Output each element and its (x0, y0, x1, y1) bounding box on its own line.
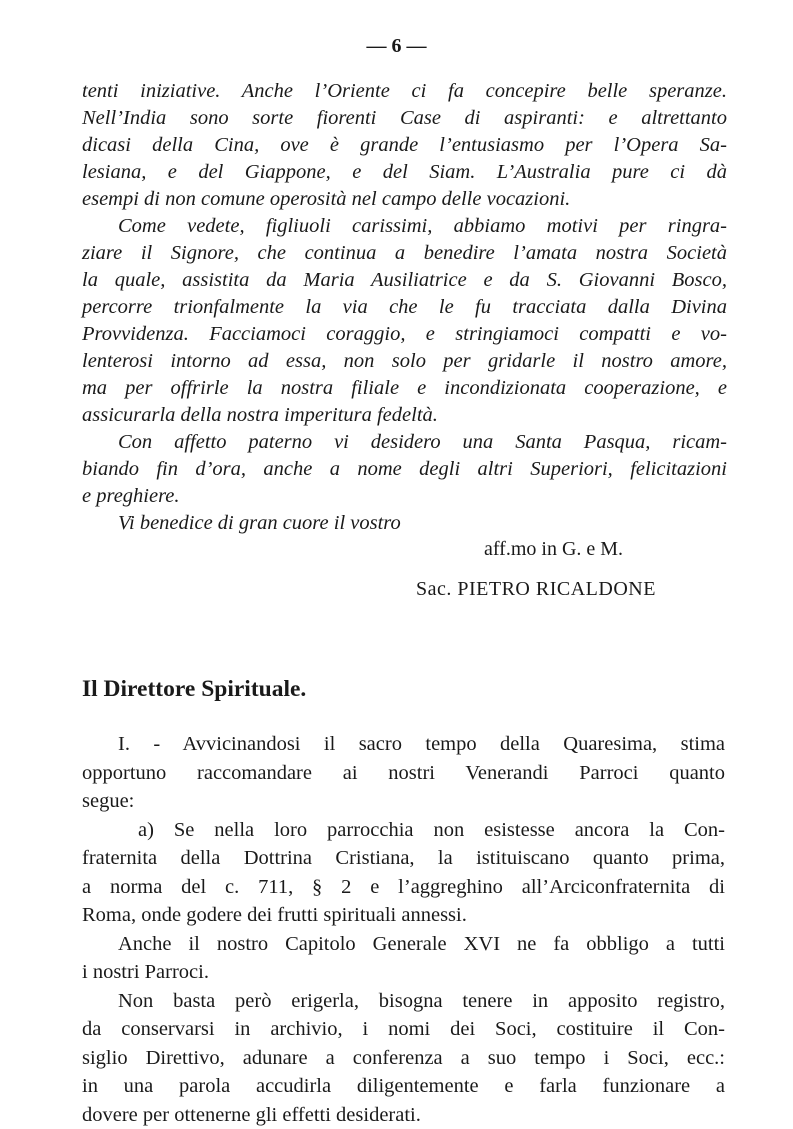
text-line: Provvidenza. Facciamoci coraggio, e stringiamoci compatti e vo- (82, 321, 727, 348)
text-line: siglio Direttivo, adunare a conferenza a suo tempo i Soci, ecc.: (82, 1044, 725, 1073)
section-body (82, 730, 725, 1129)
text-line: a norma del c. 711, § 2 e l’aggreghino all’Arciconfraternita di (82, 873, 725, 902)
signature: Sac. PIETRO RICALDONE (416, 578, 656, 601)
text-line: la quale, assistita da Maria Ausiliatrice e da S. Giovanni Bosco, (82, 267, 727, 294)
text-line: segue: (82, 787, 725, 816)
text-line: a) Se nella loro parrocchia non esistesse ancora la Con- (82, 816, 725, 845)
text-line: assicurarla della nostra imperitura fedeltà. (82, 402, 727, 429)
text-line: i nostri Parroci. (82, 958, 725, 987)
text-line: Vi benedice di gran cuore il vostro (82, 510, 727, 537)
text-line: Nell’India sono sorte fiorenti Case di aspiranti: e altrettanto (82, 105, 727, 132)
closing-formula: aff.mo in G. e M. (484, 538, 623, 561)
text-line: lesiana, e del Giappone, e del Siam. L’Australia pure ci dà (82, 159, 727, 186)
text-line: opportuno raccomandare ai nostri Venerandi Parroci quanto (82, 759, 725, 788)
text-line: ma per offrirle la nostra filiale e incondizionata cooperazione, e (82, 375, 727, 402)
text-line: tenti iniziative. Anche l’Oriente ci fa concepire belle speranze. (82, 78, 727, 105)
text-line: dicasi della Cina, ove è grande l’entusiasmo per l’Opera Sa- (82, 132, 727, 159)
text-line: biando fin d’ora, anche a nome degli altri Superiori, felicitazioni (82, 456, 727, 483)
text-line: dovere per ottenerne gli effetti desiderati. (82, 1101, 725, 1129)
text-line: esempi di non comune operosità nel campo delle vocazioni. (82, 186, 727, 213)
text-line: percorre trionfalmente la via che le fu tracciata dalla Divina (82, 294, 727, 321)
letter-body (82, 78, 727, 537)
text-line: I. - Avvicinandosi il sacro tempo della Quaresima, stima (82, 730, 725, 759)
text-line: Come vedete, figliuoli carissimi, abbiamo motivi per ringra- (82, 213, 727, 240)
text-line: Non basta però erigerla, bisogna tenere in apposito registro, (82, 987, 725, 1016)
text-line: e preghiere. (82, 483, 727, 510)
page-number: — 6 — (0, 35, 793, 58)
text-line: Anche il nostro Capitolo Generale XVI ne fa obbligo a tutti (82, 930, 725, 959)
text-line: fraternita della Dottrina Cristiana, la istituiscano quanto prima, (82, 844, 725, 873)
text-line: Roma, onde godere dei frutti spirituali annessi. (82, 901, 725, 930)
text-line: in una parola accudirla diligentemente e farla funzionare a (82, 1072, 725, 1101)
text-line: ziare il Signore, che continua a benedire l’amata nostra Società (82, 240, 727, 267)
text-line: lenterosi intorno ad essa, non solo per gridarle il nostro amore, (82, 348, 727, 375)
section-heading: Il Direttore Spirituale. (82, 676, 306, 703)
text-line: Con affetto paterno vi desidero una Santa Pasqua, ricam- (82, 429, 727, 456)
text-line: da conservarsi in archivio, i nomi dei Soci, costituire il Con- (82, 1015, 725, 1044)
